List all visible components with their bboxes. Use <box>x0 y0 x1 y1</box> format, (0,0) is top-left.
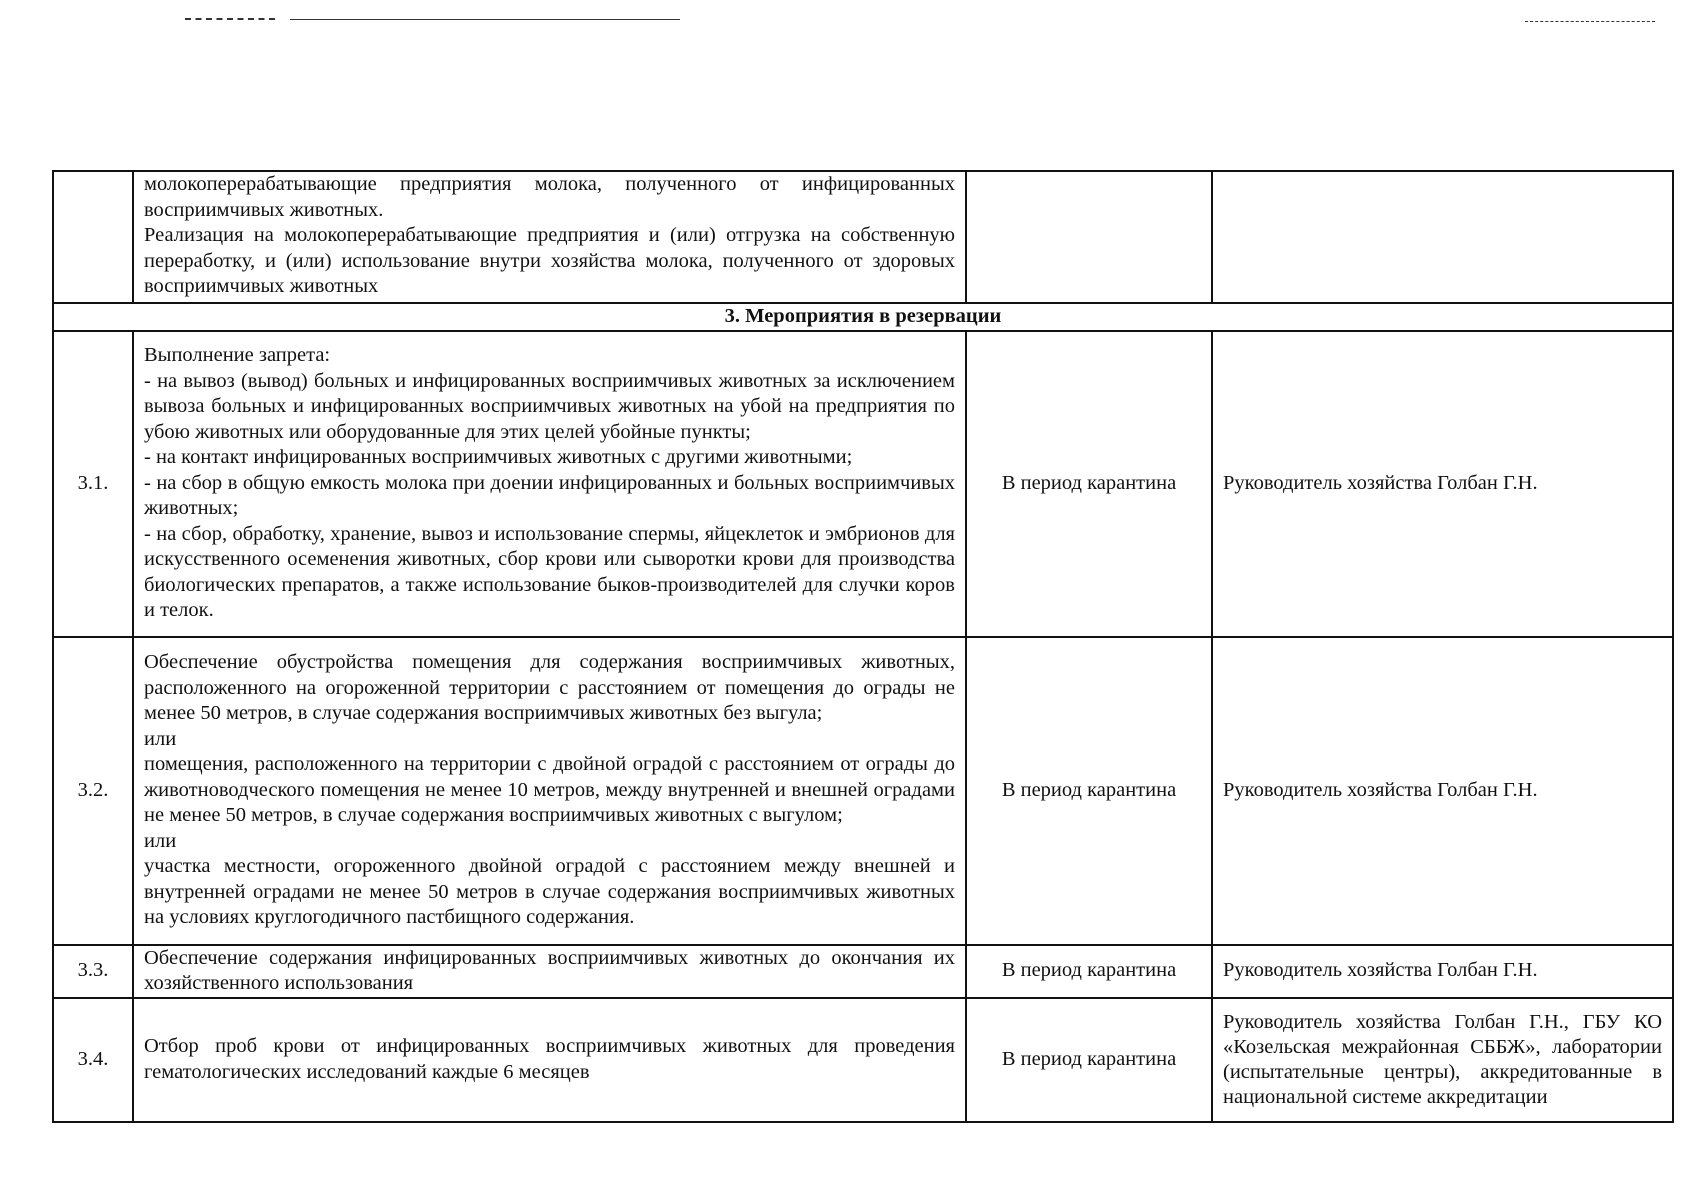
measure-description-cell <box>133 945 966 998</box>
table-row <box>53 998 1673 1122</box>
row-number: 3.3. <box>53 945 133 998</box>
responsible-cell: Руководитель хозяйства Голбан Г.Н. <box>1212 637 1673 945</box>
table-row-continuation <box>53 171 1673 303</box>
scan-artifact-line <box>185 18 275 20</box>
description-paragraph: - на контакт инфицированных восприимчивых животных с другими животными; <box>144 446 853 469</box>
row-number: 3.2. <box>53 637 133 945</box>
responsible-cell: Руководитель хозяйства Голбан Г.Н. <box>1212 331 1673 637</box>
table-row <box>53 331 1673 637</box>
table-row <box>53 637 1673 945</box>
term-cell: В период карантина <box>966 331 1212 637</box>
measure-description-cell <box>133 637 966 945</box>
section-header-row <box>53 303 1673 331</box>
measures-table <box>52 170 1674 1123</box>
description-paragraph: или <box>144 829 177 852</box>
description-paragraph: - на сбор, обработку, хранение, вывоз и использование спермы, яйцеклеток и эмбрионов для искусственного осеменения животных, сбор крови или сыворотки крови для производства биологических препаратов, а также использование быков-производителей для случки коров и телок. <box>144 522 955 622</box>
row-number: 3.1. <box>53 331 133 637</box>
term-cell: В период карантина <box>966 945 1212 998</box>
description-paragraph: - на вывоз (вывод) больных и инфицированных восприимчивых животных за исключением вывоза больных и инфицированных восприимчивых животных на убой на предприятия по убою животных или оборудованные для этих целей убойные пункты; <box>144 369 955 443</box>
row-number-cell <box>53 171 133 303</box>
term-cell: В период карантина <box>966 998 1212 1122</box>
row-number: 3.4. <box>53 998 133 1122</box>
description-paragraph: Реализация на молокоперерабатывающие предприятия и (или) отгрузка на собственную переработку, и (или) использование внутри хозяйства молока, полученного от здоровых восприимчивых животных <box>144 224 955 297</box>
description-paragraph: молокоперерабатывающие предприятия молока, полученного от инфицированных восприимчивых животных. <box>144 173 955 221</box>
table-row <box>53 945 1673 998</box>
term-cell <box>966 171 1212 303</box>
scan-artifact-line <box>290 19 680 20</box>
measure-description-cell <box>133 171 966 303</box>
description-paragraph: Обеспечение содержания инфицированных восприимчивых животных до окончания их хозяйственного использования <box>144 946 955 994</box>
section-title: 3. Мероприятия в резервации <box>53 303 1673 331</box>
term-cell: В период карантина <box>966 637 1212 945</box>
description-paragraph: помещения, расположенного на территории с двойной оградой с расстоянием от ограды до животноводческого помещения не менее 10 метров, между внутренней и внешней оградами не менее 50 метров, в случае содержания восприимчивых животных с выгулом; <box>144 753 955 827</box>
measure-description-cell <box>133 998 966 1122</box>
responsible-cell <box>1212 171 1673 303</box>
description-paragraph: - на сбор в общую емкость молока при доении инфицированных и больных восприимчивых животных; <box>144 471 955 520</box>
description-paragraph: Отбор проб крови от инфицированных восприимчивых животных для проведения гематологических исследований каждые 6 месяцев <box>144 1035 955 1083</box>
description-paragraph: Выполнение запрета: <box>144 344 331 367</box>
responsible-cell: Руководитель хозяйства Голбан Г.Н., ГБУ КО «Козельская межрайонная СББЖ», лаборатории (испытательные центры), аккредитованные в национальной системе аккредитации <box>1212 998 1673 1122</box>
measure-description-cell <box>133 331 966 637</box>
responsible-cell: Руководитель хозяйства Голбан Г.Н. <box>1212 945 1673 998</box>
description-paragraph: или <box>144 727 177 750</box>
description-paragraph: участка местности, огороженного двойной оградой с расстоянием между внешней и внутренней оградами не менее 50 метров в случае содержания восприимчивых животных на условиях круглогодичного пастбищного содержания. <box>144 855 955 929</box>
scan-artifact-line <box>1525 21 1655 22</box>
description-paragraph: Обеспечение обустройства помещения для содержания восприимчивых животных, расположенного на огороженной территории с расстоянием от помещения до ограды не менее 50 метров, в случае содержания восприимчивых животных без выгула; <box>144 651 955 725</box>
